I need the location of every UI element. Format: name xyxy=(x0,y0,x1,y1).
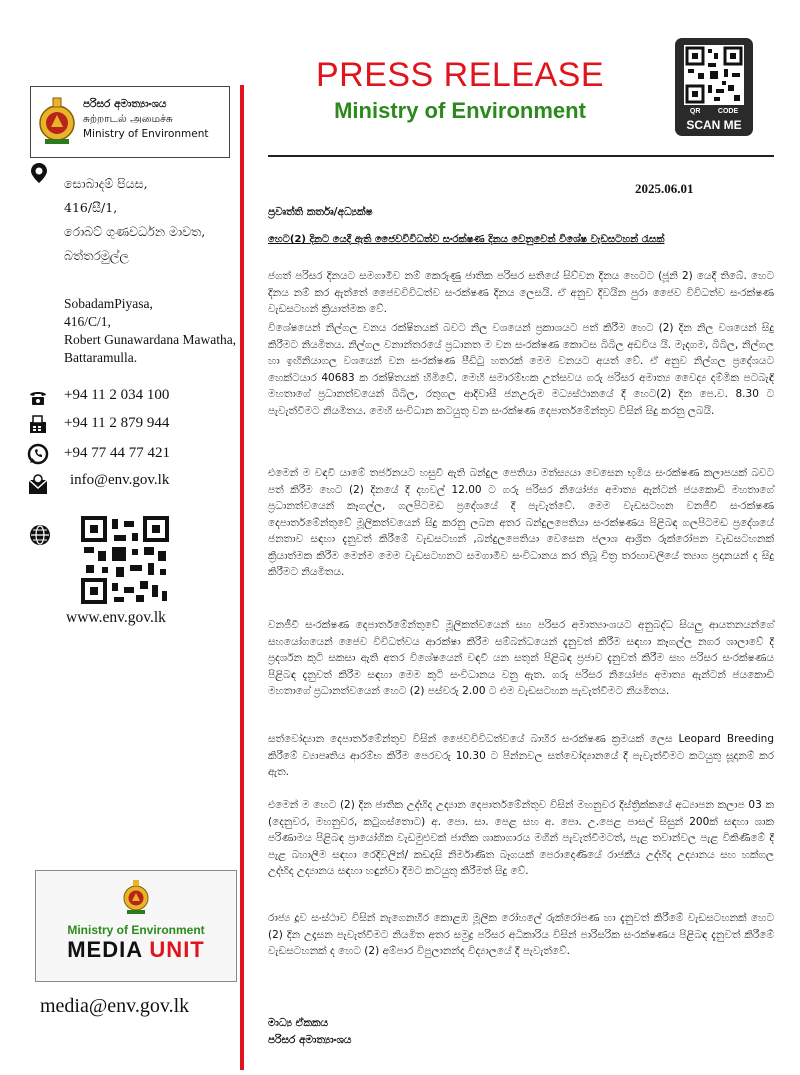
address-si-line: 416/සී/1, xyxy=(64,200,118,215)
website-qr-icon[interactable] xyxy=(80,515,170,605)
paragraph-6: එමෙන් ම හෙට (2) දින ජාතික උද්භිද උද්‍යාන දෙපාර්තමේන්තුව විසින් මහනුවර දිස්ත්‍රික්කයේ අධ්‍යාපන කලාප 03 ක (දෙනුවර, මහනුවර, කටුගස්තොට) අ. පො. සා. පෙළ සහ අ. පො. උ.පෙළ පාසල් සිසුන් 200ක් සඳහා ශාක පරිණාමය පිළිබඳ ප්‍රායෝගික වැඩමුළුවක් ජාතික ශාකාගාරය මගින් පැවැත්වීමටත්, පැළ තවාන්වල පැළ විකිණීමේ දී පැළ බහාලීම සඳහා රෙදිවලින්/ කඩදාසි නිර්මාණිත බෑගයක් පෙරාදෙණියේ රාජකීය උද්භිද උද්‍යානය සහ හක්ගල උද්භිද උද්‍යානය සඳහා හඳුන්වා දීමට කටයුතු කිරීමත් සිදු වේ. xyxy=(268,799,774,877)
globe-icon xyxy=(29,524,51,546)
media-ministry-label: Ministry of Environment xyxy=(67,923,205,937)
letter-recipient: ප්‍රවෘත්ති කර්තෘ/අධ්‍යක්ෂ xyxy=(268,206,373,218)
media-unit-label-b: UNIT xyxy=(149,937,205,962)
fax-number[interactable]: +94 11 2 879 944 xyxy=(64,415,170,431)
address-en-line: SobadamPiyasa, xyxy=(64,296,153,311)
website-url[interactable]: www.env.gov.lk xyxy=(66,609,166,626)
whatsapp-number[interactable]: +94 77 44 77 421 xyxy=(64,445,170,461)
red-divider xyxy=(240,85,244,1070)
paragraph-4: වනජීවී සංරක්ෂණ දෙපාර්තමේන්තුවේ මූලිකත්වයෙන් සහ පරිසර අමාත්‍යාංශයට අනුබද්ධ සියලු ආයතනයන්ගේ සහයෝගයෙන් ජෛව විවිධත්වය ආරක්ෂා කිරීම සම්බන්ධයෙන් දැනුවත් කිරීම සඳහා කෑගල්ල නගර ශාලාවේ දී ප්‍රදර්ශන කුටි සකසා ඇති අතර විශේෂයෙන් වඳවී යන සතුන් පිළිබඳ ප්‍රජාව දැනුවත් කිරීම සහ පරිසර සංරක්ෂණය පිළිබඳ දැනුවත් කිරීම සඳහා මෙම කුටි සංවිධානය වනු ඇත. ගරු පරිසර නියෝජ්‍ය අමාත්‍ය ඇන්ටන් ජයකොඩි මහතාගේ ප්‍රධානත්වයෙන් හෙට (2) පස්වරු 2.00 ට එම වැඩසටහන පැවැත්වීමට නියමිතය. xyxy=(268,619,774,697)
whatsapp-icon xyxy=(27,443,49,465)
media-unit-label xyxy=(36,937,236,963)
qr-label-right: CODE xyxy=(717,108,739,115)
address-en-line: Robert Gunawardana Mawatha, xyxy=(64,332,237,347)
paragraph-2: විශේෂයෙන් නිල්ගල වනය රක්ෂිතයක් බවට නිල වශයෙන් ප්‍රකාශයට පත් කිරීම හෙට (2) දින නිල වශයෙන් සිදු කිරීමට නියමිතය. නිල්ගල වනාන්තරයේ ප්‍රධානත ම වන සංරක්ෂණ කොටස බිබිල අඩවිය යි. මැදගම, බිබිල, නිල්ගල හා ඉඟිනියාගල වශයෙන් වන සංරක්ෂණ පීඩිටු හතරක් මෙම වනයට අයත් වේ. ඒ අනුව නිල්ගල ප්‍රදේශයට හෙක්ටයාර 40683 ක රක්ෂිතයක් හිමිවේ. මෙහි සමාරම්භක උත්සවය ගරු පරිසර අමාත්‍ය වෛද්‍ය දම්මික පටබැඳි මහතාගේ ප්‍රධානත්වයෙන් බිබිල, රතුගල ආදිවාසී ජනඋරුම මධ්‍යස්ථානයේ දී හෙට(2) දින පෙ.ව. 8.30 ට පැවැත්වීමට නියමිතය. මෙහි සංවිධාන කටයුතු වන සංරක්ෂණ දෙපාර්තමේන්තුව විසින් සිදු කරනු ලබයි. xyxy=(268,322,774,417)
logo-line-english: Ministry of Environment xyxy=(83,128,209,140)
paragraph-7: රාජ්‍ය දූව සංස්ථාව විසින් නැගෙනහිර කොළඹ මූලික රෝහලේ රුක්රෝපණ හා දැනුවත් කිරීමේ වැඩසටහනක් හෙට (2) දින උදෑසන පැවැත්වීමට නියමිත අතර සමුද්‍ර පරිසර අධිකාරිය විසින් පාරිසරික සංරක්ෂණය පිළිබඳ දැනුවත් කිරීමේ වැඩසටහනක් ද හෙට (2) අම්පාර විපුලානන්ද විද්‍යාලයේ දී පැවැත්වේ. xyxy=(268,912,774,957)
letter-date: 2025.06.01 xyxy=(635,181,694,196)
phone-number[interactable]: +94 11 2 034 100 xyxy=(64,387,170,403)
scan-me-qr[interactable] xyxy=(675,38,753,136)
media-unit-box xyxy=(35,870,237,982)
media-unit-label-a: MEDIA xyxy=(67,937,150,962)
email-address[interactable]: info@env.gov.lk xyxy=(70,472,170,488)
sri-lanka-emblem-icon xyxy=(121,879,151,915)
ministry-logo-box xyxy=(30,86,230,158)
signoff-unit: මාධ්‍ය ඒකකය xyxy=(268,1017,329,1029)
qr-label-left: QR xyxy=(689,108,701,115)
address-en-line: 416/C/1, xyxy=(64,314,111,329)
address-si-line: බත්තරමුල්ල xyxy=(64,248,129,263)
qr-scan-label: SCAN ME xyxy=(686,118,742,132)
press-release-title: PRESS RELEASE xyxy=(315,56,605,94)
paragraph-1: ජගත් පරිසර දිනයට සමගාමීව නම් කෙරුණු ජාතික පරිසර සතියේ සිව්වන දිනය හෙටට (ජූනි 2) යෙදී තිබේ. හෙට දිනය නම් කර ඇත්තේ ජෛවවිවිධත්ව සංරක්ෂණ දිනය ලෙසයි. ඒ අනුව දිවයින පුරා ජෛව විවිධත්ව සංරක්ෂණ වැඩසටහන් ක්‍රියාත්මක වේ. xyxy=(268,270,774,315)
address-english xyxy=(64,295,236,367)
paragraph-5: සත්වෝද්‍යාන දෙපාර්තමේන්තුව විසින් ජෛවවිවිධත්වයේ බාහිර සංරක්ෂණ ක්‍රමයක් ලෙස Leopard Breeding කිරීමේ ව්‍යාපෘතිය ආරම්භ කිරීම පෙරවරු 10.30 ට පින්නවල සත්වෝද්‍යානයේ දී පැවැත්වීමට කටයුතු සූදානම් කර ඇත. xyxy=(268,733,774,778)
address-si-line: සොබාදම් පියස, xyxy=(64,176,148,191)
signoff-ministry: පරිසර අමාත්‍යාංශය xyxy=(268,1034,352,1046)
logo-line-tamil: சுற்றாடல் அமைச்சு xyxy=(83,113,173,125)
address-sinhala xyxy=(64,172,205,268)
address-en-line: Battaramulla. xyxy=(64,350,138,365)
phone-icon xyxy=(27,386,49,408)
header-rule xyxy=(268,155,774,157)
media-email[interactable]: media@env.gov.lk xyxy=(40,995,190,1017)
letter-heading: හෙට(2) දිනට යෙදී ඇති ජෛවවිවිධත්ව සංරක්ෂණ දිනය වෙනුවෙන් විශේෂ වැඩසටහන් රැසක් xyxy=(268,234,665,245)
fax-icon xyxy=(27,414,49,436)
sri-lanka-emblem-icon xyxy=(37,95,77,147)
qr-code-icon xyxy=(684,45,744,105)
email-icon xyxy=(27,474,49,496)
paragraph-3: එමෙන් ම වඳවී යාමේ තර්ජනයට හසුවී ඇති බන්දුල පෙතියා මත්ස්‍යයා වෙසෙන භූමිය සංරක්ෂණ කලාපයක් බවට පත් කිරීම හෙට (2) දිනයේ දී දහවල් 12.00 ට ගරු පරිසර නියෝජ්‍ය අමාත්‍ය ඇන්ටන් ජයකොඩි මහතාගේ ප්‍රධානත්වයෙන් කෑගල්ල, ගලපිටමඩ ප්‍රදේශයේ දී පැවැත්වේ. මෙම වැඩසටහන වනජීවී සංරක්ෂණ දෙපාර්තමේන්තුවේ මූලිකත්වයෙන් සිදු කරනු ලබන අතර බන්දුලපෙතියා සංරක්ෂණය පිළිබඳ ගලපිටමඩ ප්‍රදේශයේ ජනතාව සඳහා දැනුවත් කිරීමේ වැඩසටහන් ,බන්දුලපෙතියා වෙසෙන ජලාශ ආශ්‍රිත රුක්රෝපන වැඩසටහනක් ක්‍රියාත්මක කිරීම මෙන්ම මෙම වැඩසටහනට සමගාමීව සංවිධානය කර තිබූ චිත්‍ර තරඟාවලියේ ත්‍යාග ප්‍රදානයන් ද සිදු කිරීමට නියමිතය. xyxy=(268,467,774,578)
location-pin-icon xyxy=(30,162,48,184)
ministry-title: Ministry of Environment xyxy=(334,98,586,123)
address-si-line: රොබට් ගුණවර්ධන මාවත, xyxy=(64,224,206,239)
logo-line-sinhala: පරිසර අමාත්‍යාංශය xyxy=(83,98,167,110)
